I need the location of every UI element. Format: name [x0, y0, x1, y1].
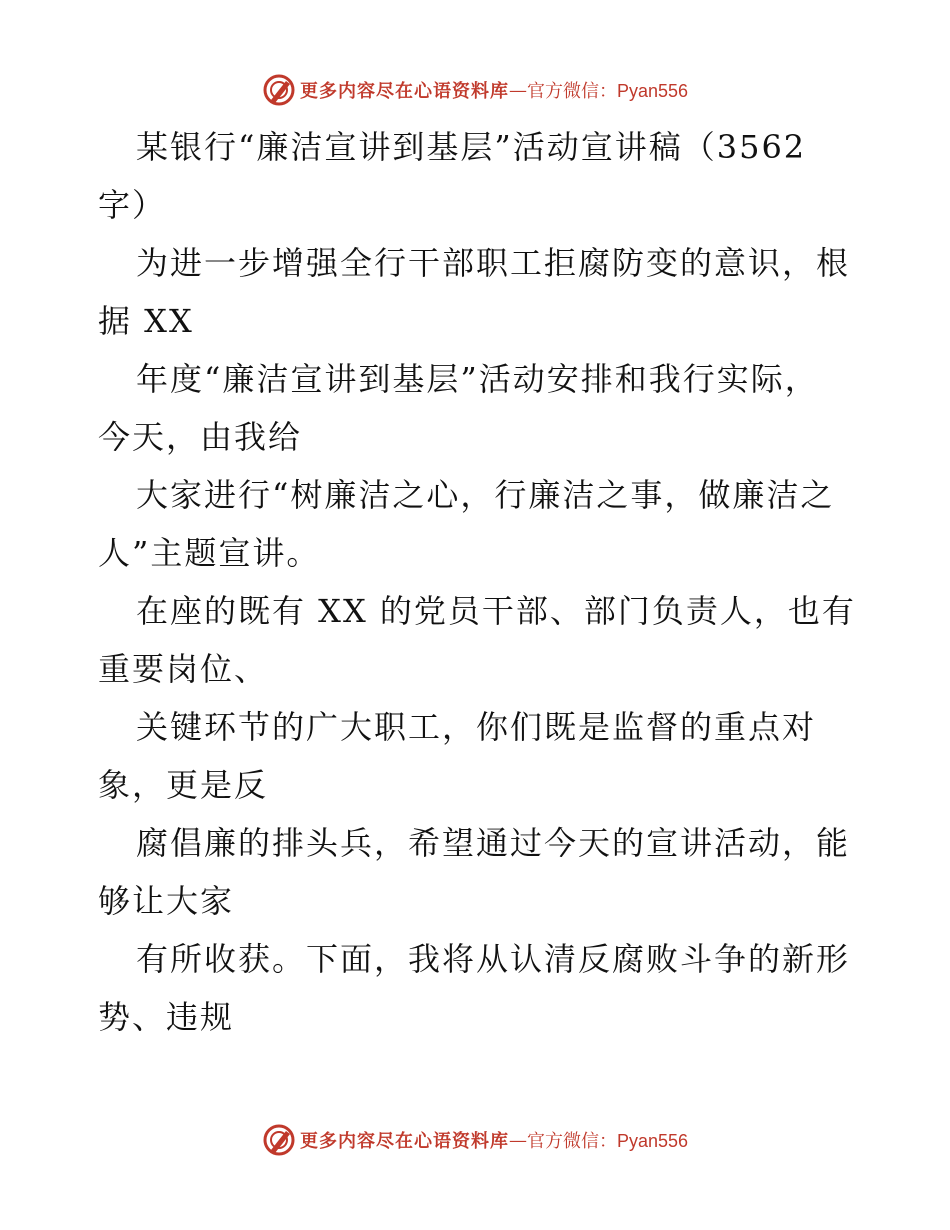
- document-body: [98, 118, 858, 1046]
- header-site-text: 更多内容尽在心语资料库: [299, 81, 509, 102]
- doc-line: 在座的既有 XX 的党员干部、部门负责人，也有: [136, 592, 856, 630]
- footer-separator: —: [508, 1129, 527, 1151]
- doc-line: 年度“廉洁宣讲到基层”活动安排和我行实际，: [136, 360, 819, 398]
- header-wechat-text: 官方微信：Pyan556: [526, 81, 689, 101]
- footer-wechat-text: 官方微信：Pyan556: [526, 1131, 689, 1151]
- doc-line: 大家进行“树廉洁之心，行廉洁之事，做廉洁之: [136, 476, 835, 514]
- doc-line: 某银行“廉洁宣讲到基层”活动宣讲稿（3562: [136, 128, 807, 166]
- doc-line: 字）: [98, 186, 167, 224]
- footer-banner: [0, 1120, 950, 1160]
- doc-line: 够让大家: [98, 882, 235, 920]
- header-separator: —: [508, 79, 527, 101]
- doc-line: 人”主题宣讲。: [98, 534, 321, 572]
- footer-site-text: 更多内容尽在心语资料库: [299, 1131, 509, 1152]
- doc-line: 据 XX: [98, 302, 194, 340]
- doc-line: 今天，由我给: [98, 418, 303, 456]
- doc-line: 有所收获。下面，我将从认清反腐败斗争的新形: [136, 940, 851, 978]
- pen-logo-icon: [262, 1123, 296, 1157]
- doc-line: 象，更是反: [98, 766, 269, 804]
- doc-line: 重要岗位、: [98, 650, 269, 688]
- pen-logo-icon: [262, 73, 296, 107]
- header-banner: [0, 70, 950, 110]
- doc-line: 关键环节的广大职工，你们既是监督的重点对: [136, 708, 817, 746]
- doc-line: 势、违规: [98, 998, 235, 1036]
- doc-line: 为进一步增强全行干部职工拒腐防变的意识，根: [136, 244, 851, 282]
- doc-line: 腐倡廉的排头兵，希望通过今天的宣讲活动，能: [136, 824, 851, 862]
